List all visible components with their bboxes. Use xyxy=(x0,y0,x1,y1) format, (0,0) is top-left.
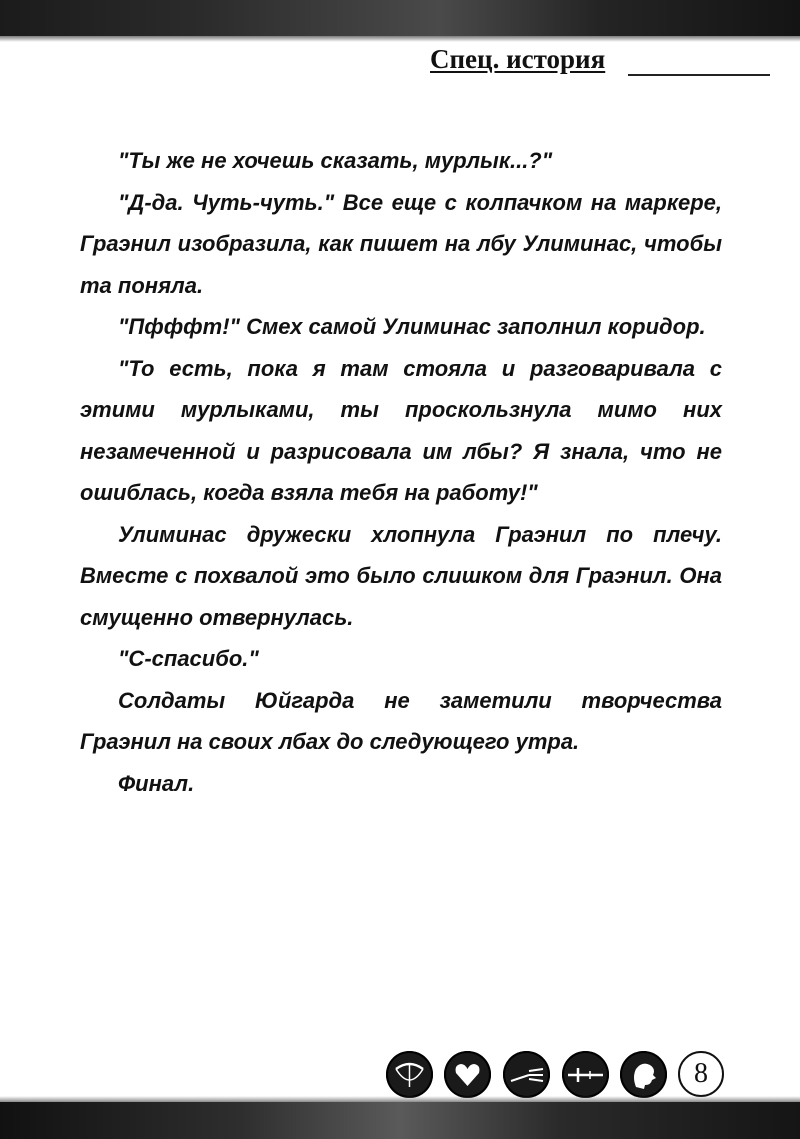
paragraph: "То есть, пока я там стояла и разговаривала с этими мурлыками, ты проскользнула мимо них незамеченной и разрисовала им лбы? Я знала, что не ошиблась, когда взяла тебя на работу!" xyxy=(80,355,722,505)
paragraph: Улиминас дружески хлопнула Граэнил по плечу. Вместе с похвалой это было слишком для Граэнил. Она смущенно отвернулась. xyxy=(80,521,722,630)
paragraph: Солдаты Юйгарда не заметили творчества Граэнил на своих лбах до следующего утра. xyxy=(80,687,722,754)
paragraph: "Ты же не хочешь сказать, мурлык...?" xyxy=(118,148,553,173)
sword-icon xyxy=(562,1051,609,1098)
story-text xyxy=(80,140,722,804)
bottom-border-band xyxy=(0,1102,800,1139)
header-rule xyxy=(628,74,770,76)
top-border-band xyxy=(0,0,800,36)
page-title: Спец. история xyxy=(430,44,606,74)
paragraph: "Пфффт!" Смех самой Улиминас заполнил коридор. xyxy=(118,314,706,339)
page-number: 8 xyxy=(678,1051,724,1097)
paragraph: "Д-да. Чуть-чуть." Все еще с колпачком на маркере, Граэнил изобразила, как пишет на лбу Улиминас, чтобы та поняла. xyxy=(80,189,722,298)
broom-icon xyxy=(503,1051,550,1098)
bow-icon xyxy=(386,1051,433,1098)
heart-icon xyxy=(444,1051,491,1098)
page-header xyxy=(430,44,770,80)
head-profile-icon xyxy=(620,1051,667,1098)
paragraph: Финал. xyxy=(118,770,195,796)
paragraph: "С-спасибо." xyxy=(118,646,259,671)
